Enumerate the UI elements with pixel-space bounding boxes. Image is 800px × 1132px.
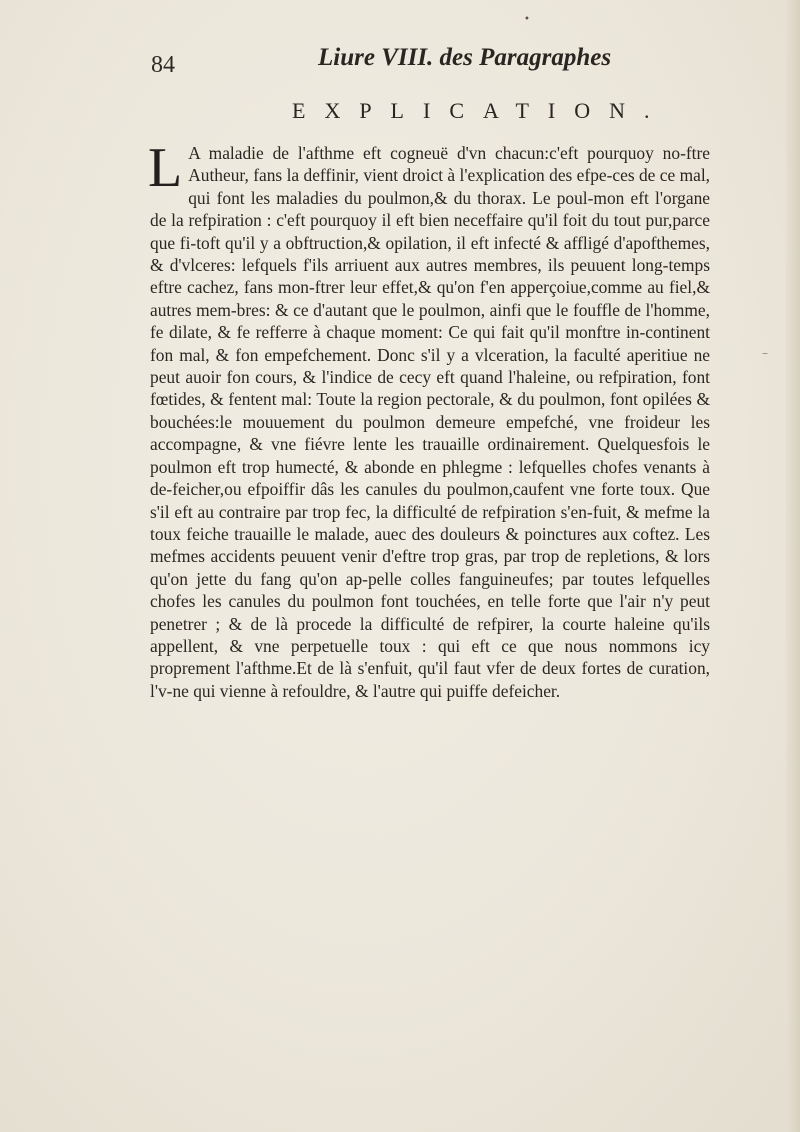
body-paragraph	[148, 137, 710, 702]
margin-mark: –	[762, 346, 768, 360]
running-head: Liure VIII. des Paragraphes	[318, 44, 612, 71]
printer-ornament: •	[524, 14, 530, 25]
page-edge-shadow	[786, 0, 800, 1132]
page-number: 84	[151, 52, 175, 78]
paragraph-text: A maladie de l'afthme eft cogneuë d'vn chacun:c'eft pourquoy no-ftre Autheur, fans la deffinir, vient droict à l'explication des efpe-ces de ce mal, qui font les maladies du poulmon,& du thorax. Le poul-mon eft l'organe de la refpiration : c'eft pourquoy il eft bien neceffaire qu'il foit du tout pur,parce que fi-toft qu'il y a obftruction,& opilation, il eft infecté & affligé d'apofthemes, & d'vlceres: lefquels f'ils arriuent aux autres membres, ils peuuent long-temps eftre cachez, fans mon-ftrer leur effet,& qu'on f'en apperçoiue,comme au fiel,& autres mem-bres: & ce d'autant que le poulmon, ainfi que le fouffle de l'homme, fe dilate, & fe refferre à chaque moment: Ce qui fait qu'il monftre in-continent fon mal, & fon empefchement. Donc s'il y a vlceration, la faculté aperitiue ne peut auoir fon cours, & l'indice de cecy eft quand l'haleine, ou refpiration, font fœtides, & fentent mal: Toute la region pectorale, & du poulmon, font opilées & bouchées:le mouuement du poulmon demeure empefché, vne froideur les accompagne, & vne fiévre lente les trauaille ordinairement. Quelquesfois le poulmon eft trop humecté, & abonde en phlegme : lefquelles chofes venants à de-feicher,ou efpoiffir dâs les canules du poulmon,caufent vne forte toux. Que s'il eft au contraire par trop fec, la difficulté de refpiration s'en-fuit, & mefme la toux feiche trauaille le malade, auec des douleurs & poinctures aux coftez. Les mefmes accidents peuuent venir d'eftre trop gras, par trop de repletions, & lors qu'on jette du fang qu'on ap-pelle colles fanguineufes; par toutes lefquelles chofes les canules du poulmon font touchées, en telle forte que l'air n'y peut penetrer ; & de là procede la difficulté de refpirer, la courte haleine qu'ils appellent, & vne perpetuelle toux : qui eft ce que nous nommons icy proprement l'afthme.Et de là s'enfuit, qu'il faut vfer de deux fortes de curation, l'v-ne qui vienne à refouldre, & l'autre qui puiffe defeicher.	[150, 143, 710, 701]
section-title: EXPLICATION.	[292, 98, 669, 123]
drop-cap-letter: L	[148, 137, 183, 199]
